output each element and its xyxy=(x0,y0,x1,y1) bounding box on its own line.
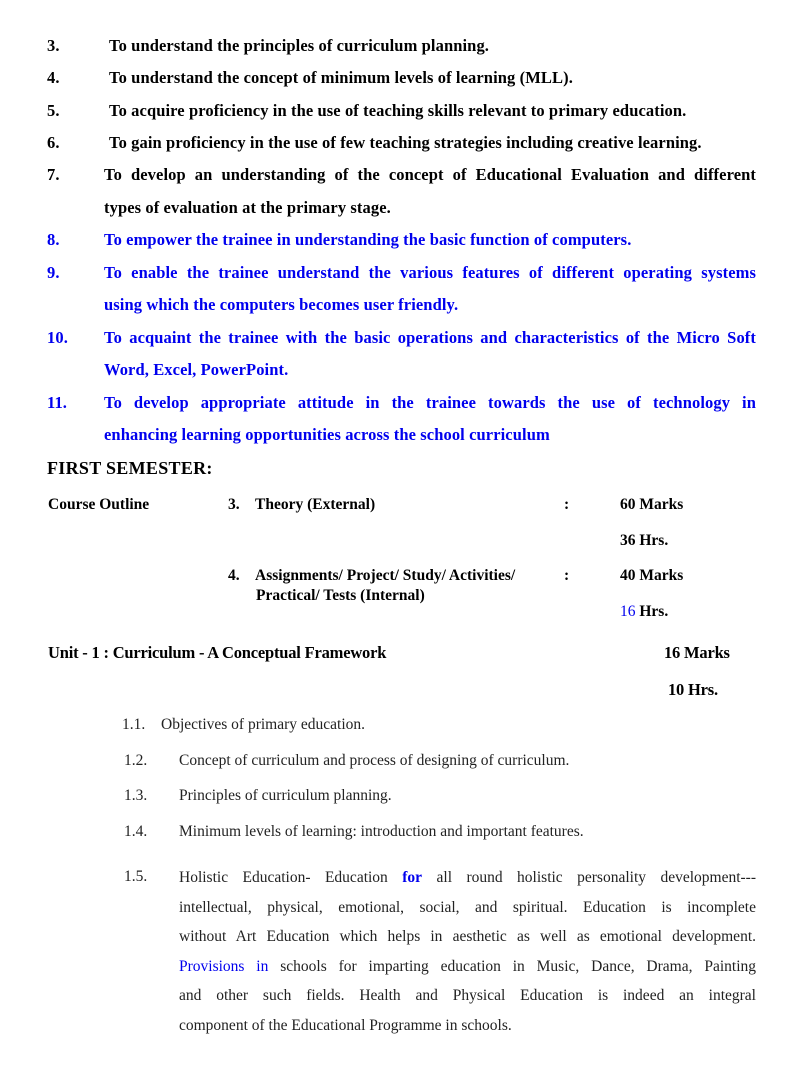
topic-text: Minimum levels of learning: introduction and important features. xyxy=(179,823,584,840)
hours-unit: Hrs. xyxy=(635,603,669,620)
paragraph-line xyxy=(179,952,756,982)
paragraph-line: component of the Educational Programme in schools. xyxy=(179,1016,512,1034)
component-hours xyxy=(620,603,668,621)
paragraph-line xyxy=(179,863,756,893)
objective-text: To gain proficiency in the use of few teaching strategies including creative learning. xyxy=(109,133,702,152)
component-marks: 40 Marks xyxy=(620,567,684,584)
objective-number: 8. xyxy=(47,230,60,249)
unit-marks: 16 Marks xyxy=(664,643,730,662)
paragraph-line: and other such fields. Health and Physical Education is indeed an integral xyxy=(179,987,756,1005)
objective-text: To acquire proficiency in the use of teaching skills relevant to primary education. xyxy=(109,101,687,120)
unit-title: Unit - 1 : Curriculum - A Conceptual Framework xyxy=(48,643,387,662)
component-number: 3. xyxy=(228,496,240,513)
objective-item xyxy=(0,101,807,123)
objective-number: 7. xyxy=(47,165,60,184)
topic-text: Concept of curriculum and process of designing of curriculum. xyxy=(179,752,570,769)
component-marks: 60 Marks xyxy=(620,496,684,513)
objective-text-line1: To acquaint the trainee with the basic operations and characteristics of the Micro Soft xyxy=(104,328,756,347)
topic-paragraph xyxy=(179,863,756,1041)
objective-number: 4. xyxy=(47,68,60,87)
component-label-line1: Assignments/ Project/ Study/ Activities/ xyxy=(255,567,516,584)
component-hours xyxy=(620,532,668,550)
unit-hours: 10 Hrs. xyxy=(668,680,718,699)
objective-item xyxy=(0,36,807,58)
objective-text-line2: using which the computers becomes user friendly. xyxy=(104,295,459,314)
objective-item xyxy=(0,133,807,155)
text-run: schools for imparting education in Music, Dance, Drama, Painting xyxy=(268,957,756,975)
topic-number: 1.4. xyxy=(124,823,148,840)
objective-text: To understand the principles of curriculum planning. xyxy=(109,36,490,55)
course-outline-label: Course Outline xyxy=(48,496,150,513)
objective-text-line1: To develop an understanding of the concept of Educational Evaluation and different xyxy=(104,165,756,184)
objective-text-line2: enhancing learning opportunities across the school curriculum xyxy=(104,425,550,444)
objective-number: 5. xyxy=(47,101,60,120)
hours-unit: Hrs. xyxy=(635,532,669,549)
objective-item xyxy=(0,230,807,252)
topic-number: 1.2. xyxy=(124,752,148,769)
objective-number: 9. xyxy=(47,263,60,282)
objective-text: To empower the trainee in understanding the basic function of computers. xyxy=(104,230,632,249)
objective-number: 11. xyxy=(47,393,68,412)
objective-number: 3. xyxy=(47,36,60,55)
topic-text: Objectives of primary education. xyxy=(161,716,366,733)
objective-text: To understand the concept of minimum levels of learning (MLL). xyxy=(109,68,573,87)
objective-text-line1: To develop appropriate attitude in the trainee towards the use of technology in xyxy=(104,393,756,412)
objective-item xyxy=(0,328,807,384)
component-separator: : xyxy=(564,496,570,513)
objective-item xyxy=(0,68,807,90)
component-label: Theory (External) xyxy=(255,496,376,513)
objective-item xyxy=(0,393,807,449)
objective-item xyxy=(0,165,807,221)
hours-number: 16 xyxy=(620,603,636,620)
component-number: 4. xyxy=(228,567,240,584)
topic-text: Principles of curriculum planning. xyxy=(179,787,392,804)
text-run: all round holistic personality development--- xyxy=(422,869,756,886)
hours-number: 36 xyxy=(620,532,636,549)
component-separator: : xyxy=(564,567,570,584)
semester-heading: FIRST SEMESTER: xyxy=(47,458,213,478)
objective-number: 6. xyxy=(47,133,60,152)
component-label-line2: Practical/ Tests (Internal) xyxy=(256,587,425,604)
topic-number: 1.5. xyxy=(124,868,148,885)
objective-text-line2: Word, Excel, PowerPoint. xyxy=(104,360,289,379)
highlighted-phrase: Provisions in xyxy=(179,957,269,975)
text-run: Holistic Education- Education xyxy=(179,869,403,886)
objective-text-line2: types of evaluation at the primary stage. xyxy=(104,198,391,217)
objective-text-line1: To enable the trainee understand the various features of different operating systems xyxy=(104,263,756,282)
topic-number: 1.1. xyxy=(122,716,146,733)
highlighted-word: for xyxy=(402,869,423,886)
objective-number: 10. xyxy=(47,328,68,347)
objective-item xyxy=(0,263,807,319)
topic-number: 1.3. xyxy=(124,787,148,804)
paragraph-line: intellectual, physical, emotional, social, and spiritual. Education is incomplete xyxy=(179,898,756,916)
paragraph-line: without Art Education which helps in aesthetic as well as emotional development. xyxy=(179,928,756,946)
